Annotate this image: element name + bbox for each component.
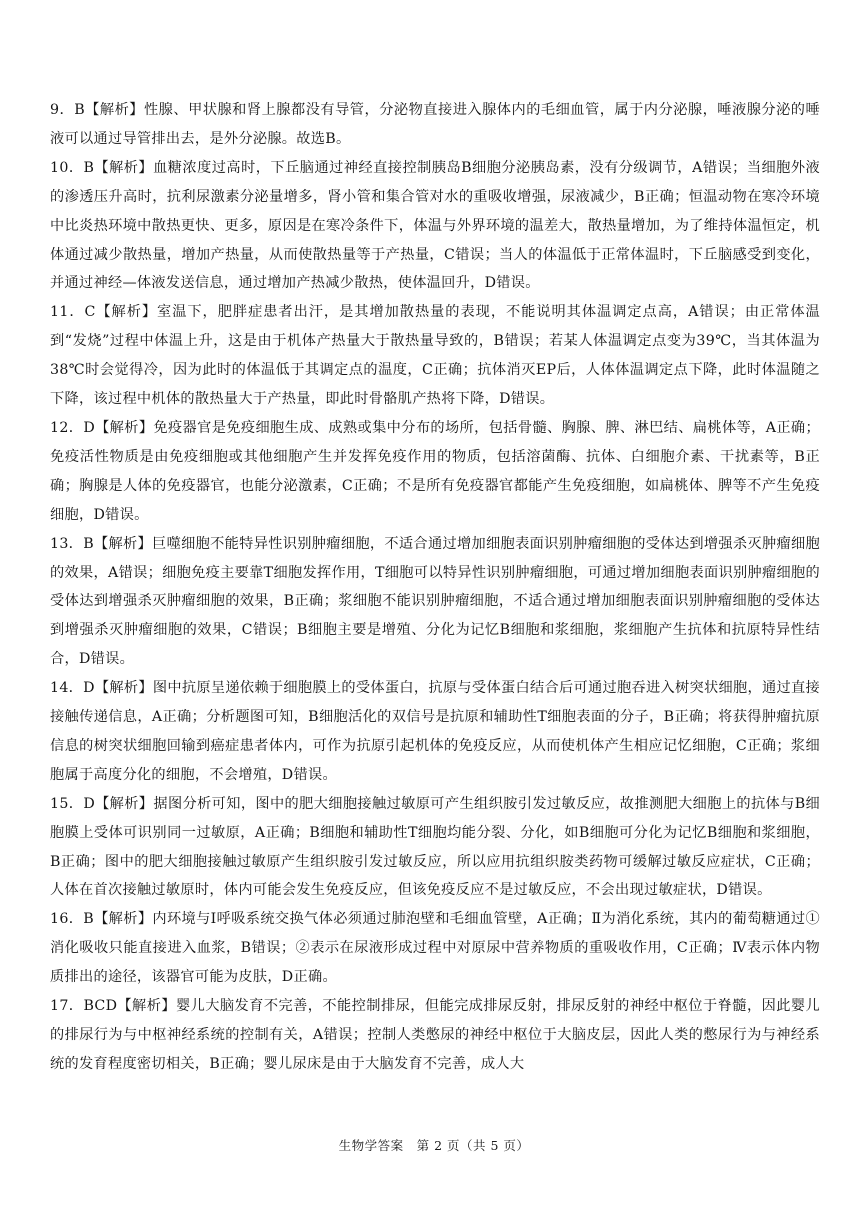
answer-13: 13．B【解析】巨噬细胞不能特异性识别肿瘤细胞，不适合通过增加细胞表面识别肿瘤细胞的受体达到增强杀灭肿瘤细胞的效果，A错误；细胞免疫主要靠T细胞发挥作用，T细胞可以特异性识别肿瘤细胞，可通过增加细胞表面识别肿瘤细胞的受体达到增强杀灭肿瘤细胞的效果，B正确；浆细胞不能识别肿瘤细胞，不适合通过增加细胞表面识别肿瘤细胞的受体达到增强杀灭肿瘤细胞的效果，C错误；B细胞主要是增殖、分化为记忆B细胞和浆细胞，浆细胞产生抗体和抗原特异性结合，D错误。 [50, 535, 820, 668]
page-footer: 生物学答案 第 2 页（共 5 页） [338, 1138, 530, 1153]
answer-12: 12．D【解析】免疫器官是免疫细胞生成、成熟或集中分布的场所，包括骨髓、胸腺、脾、淋巴结、扁桃体等，A正确；免疫活性物质是由免疫细胞或其他细胞产生并发挥免疫作用的物质，包括溶菌酶、抗体、白细胞介素、干扰素等，B正确；胸腺是人体的免疫器官，也能分泌激素，C正确；不是所有免疫器官都能产生免疫细胞，如扁桃体、脾等不产生免疫细胞，D错误。 [50, 419, 820, 523]
answer-11: 11．C【解析】室温下，肥胖症患者出汗，是其增加散热量的表现，不能说明其体温调定点高，A错误；由正常体温到“发烧”过程中体温上升，这是由于机体产热量大于散热量导致的，B错误；若某人体温调定点变为39℃，当其体温为38℃时会觉得冷，因为此时的体温低于其调定点的温度，C正确；抗体消灭EP后，人体体温调定点下降，此时体温随之下降，该过程中机体的散热量大于产热量，即此时骨骼肌产热将下降，D错误。 [50, 304, 820, 408]
answer-9: 9．B【解析】性腺、甲状腺和肾上腺都没有导管，分泌物直接进入腺体内的毛细血管，属于内分泌腺，唾液腺分泌的唾液可以通过导管排出去，是外分泌腺。故选B。 [50, 102, 820, 147]
answer-page [50, 96, 820, 1079]
answer-17: 17．BCD【解析】婴儿大脑发育不完善，不能控制排尿，但能完成排尿反射，排尿反射的神经中枢位于脊髓，因此婴儿的排尿行为与中枢神经系统的控制有关，A错误；控制人类憋尿的神经中枢位于大脑皮层，因此人类的憋尿行为与神经系统的发育程度密切相关，B正确；婴儿尿床是由于大脑发育不完善，成人大 [50, 998, 820, 1072]
answer-16: 16．B【解析】内环境与Ⅰ呼吸系统交换气体必须通过肺泡壁和毛细血管壁，A正确；Ⅱ为消化系统，其内的葡萄糖通过①消化吸收只能直接进入血浆，B错误；②表示在尿液形成过程中对原尿中营养物质的重吸收作用，C正确；Ⅳ表示体内物质排出的途径，该器官可能为皮肤，D正确。 [50, 911, 820, 986]
answer-10: 10．B【解析】血糖浓度过高时，下丘脑通过神经直接控制胰岛B细胞分泌胰岛素，没有分级调节，A错误；当细胞外液的渗透压升高时，抗利尿激素分泌量增多，肾小管和集合管对水的重吸收增强，尿液减少，B正确；恒温动物在寒冷环境中比炎热环境中散热更快、更多，原因是在寒冷条件下，体温与外界环境的温差大，散热量增加，为了维持体温恒定，机体通过减少散热量，增加产热量，从而使散热量等于产热量，C错误；当人的体温低于正常体温时，下丘脑感受到变化，并通过神经—体液发送信息，通过增加产热减少散热，使体温回升，D错误。 [50, 159, 820, 292]
answer-14: 14．D【解析】图中抗原呈递依赖于细胞膜上的受体蛋白，抗原与受体蛋白结合后可通过胞吞进入树突状细胞，通过直接接触传递信息，A正确；分析题图可知，B细胞活化的双信号是抗原和辅助性T细胞表面的分子，B正确；将获得肿瘤抗原信息的树突状细胞回输到癌症患者体内，可作为抗原引起机体的免疫反应，从而使机体产生相应记忆细胞，C正确；浆细胞属于高度分化的细胞，不会增殖，D错误。 [50, 680, 820, 783]
answer-15: 15．D【解析】据图分析可知，图中的肥大细胞接触过敏原可产生组织胺引发过敏反应，故推测肥大细胞上的抗体与B细胞膜上受体可识别同一过敏原，A正确；B细胞和辅助性T细胞均能分裂、分化，如B细胞可分化为记忆B细胞和浆细胞，B正确；图中的肥大细胞接触过敏原产生组织胺引发过敏反应，所以应用抗组织胺类药物可缓解过敏反应症状，C正确；人体在首次接触过敏原时，体内可能会发生免疫反应，但该免疫反应不是过敏反应，不会出现过敏症状，D错误。 [50, 795, 820, 899]
